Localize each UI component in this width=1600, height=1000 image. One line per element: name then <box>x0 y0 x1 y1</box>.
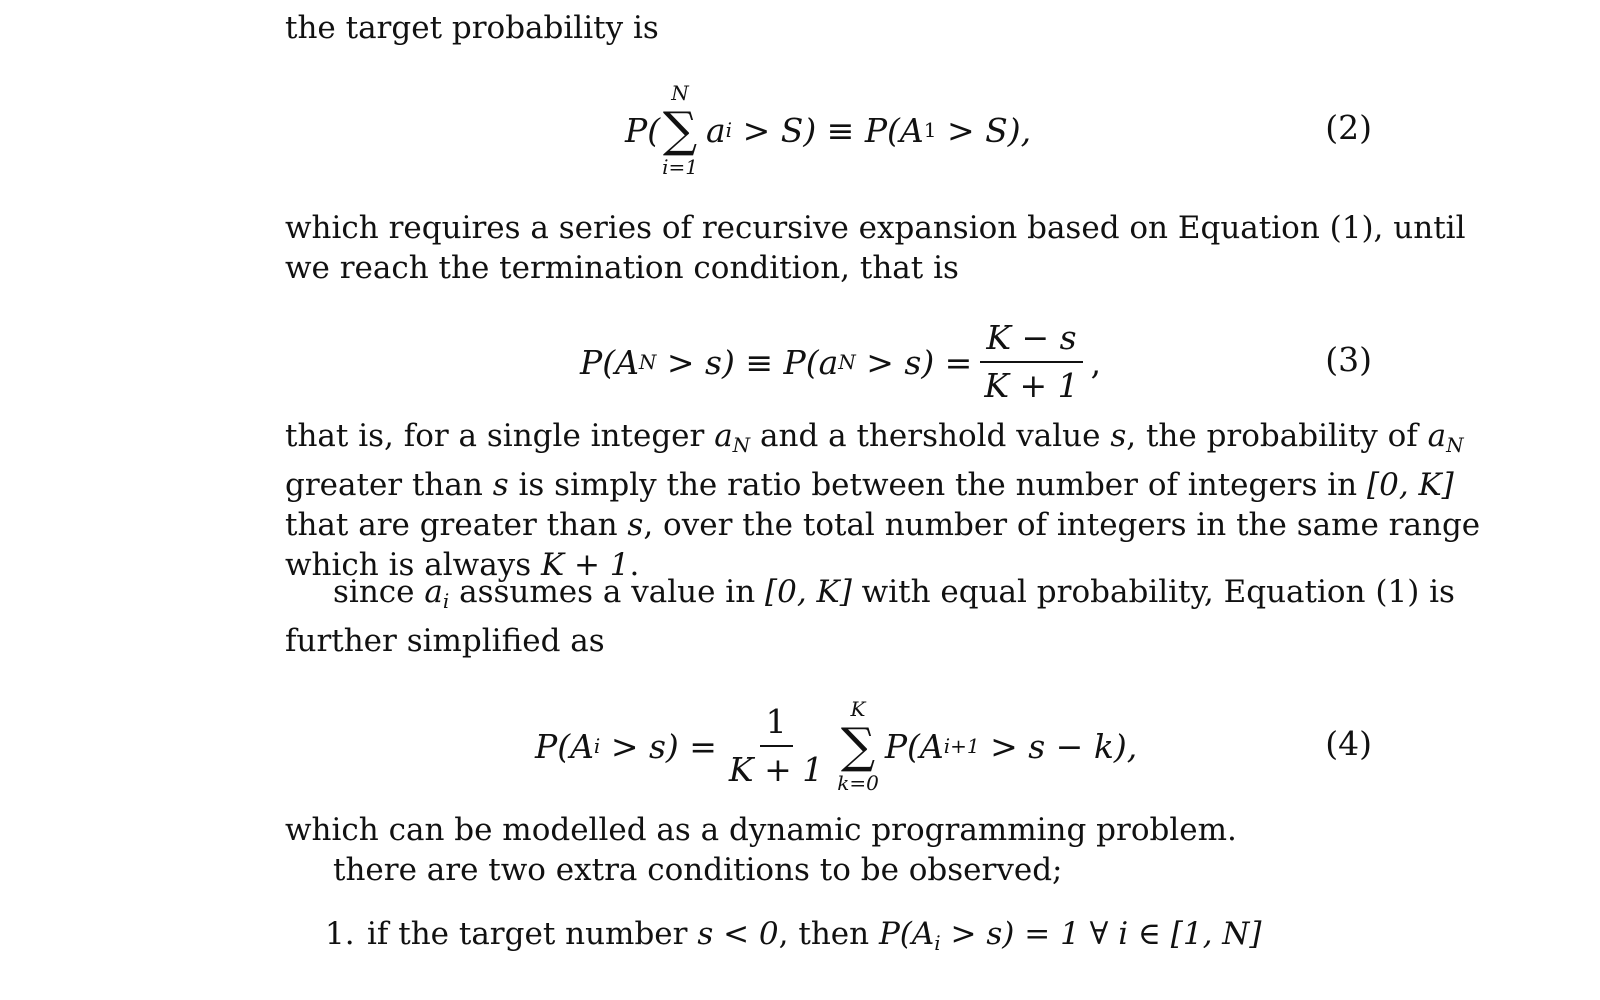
text-line: we reach the termination condition, that is <box>285 250 959 286</box>
eq3-lhs-a: P(A <box>580 342 639 382</box>
fraction-numerator: 1 <box>760 703 793 747</box>
eq3-lhs-c: > s) = <box>855 342 973 382</box>
eq2-p-open: P( <box>625 110 661 150</box>
eq4-rhs-a: P(A <box>884 726 944 766</box>
equation-3-body <box>580 302 1101 422</box>
paragraph-dynamic-programming <box>285 810 1372 890</box>
eq4-rhs-b: > s − k), <box>979 726 1138 766</box>
eq3-trailing-comma: , <box>1090 342 1102 382</box>
fraction-denominator: K + 1 <box>728 750 824 789</box>
eq3-lhs-subscript: N <box>638 350 657 374</box>
equation-4-body <box>535 686 1137 806</box>
eq2-term-subscript: i <box>725 118 733 142</box>
equation-4 <box>285 686 1372 806</box>
equation-3 <box>285 302 1372 422</box>
sum-operator <box>837 698 879 794</box>
eq4-lhs-a: P(A <box>535 726 594 766</box>
paragraph-intro <box>285 8 1372 48</box>
eq3-lhs-subscript-2: N <box>838 350 856 374</box>
eq3-fraction <box>978 319 1084 405</box>
fraction-numerator: K − s <box>980 319 1082 363</box>
text-line: which can be modelled as a dynamic programming problem. <box>285 812 1237 848</box>
sum-lower-limit: k=0 <box>837 771 879 795</box>
list-item-number: 1. <box>325 916 355 952</box>
eq2-rest-end: > S), <box>936 110 1032 150</box>
paragraph-simplification <box>285 572 1455 661</box>
eq4-lhs-b: > s) = <box>600 726 717 766</box>
text-line: that are greater than s, over the total number of integers in the same range <box>285 507 1481 543</box>
eq3-lhs-b: > s) ≡ P(a <box>656 342 839 382</box>
text-line: there are two extra conditions to be observed; <box>333 852 1063 888</box>
text-line: the target probability is <box>285 10 659 46</box>
equation-2 <box>285 70 1372 190</box>
paragraph-recursive-expansion <box>285 208 1466 288</box>
eq4-lhs-subscript: i <box>593 734 601 758</box>
sum-upper-limit: N <box>671 81 689 105</box>
sum-lower-limit: i=1 <box>662 155 698 179</box>
eq2-rest: > S) ≡ P(A <box>732 110 924 150</box>
equation-number: (4) <box>1325 724 1372 763</box>
text-line: which requires a series of recursive expansion based on Equation (1), until <box>285 210 1466 246</box>
sum-upper-limit: K <box>850 697 866 721</box>
list-item-text: if the target number s < 0, then $P(A_i > s) = 1$ ∀ i ∈ [1, N] <box>367 916 1262 955</box>
equation-2-body <box>625 70 1031 190</box>
eq4-fraction <box>723 703 829 789</box>
fraction-denominator: K + 1 <box>984 366 1079 405</box>
sum-symbol: ∑ <box>840 718 876 774</box>
equation-number: (3) <box>1325 340 1372 379</box>
list-item <box>325 914 1372 963</box>
equation-number: (2) <box>1325 108 1372 147</box>
eq4-rhs-subscript: i+1 <box>943 734 980 758</box>
sum-symbol: ∑ <box>662 102 698 158</box>
text-line: further simplified as <box>285 623 605 659</box>
text-line: which is always K + 1. <box>285 547 640 583</box>
eq2-term: a <box>705 110 726 150</box>
text-line: greater than s is simply the ratio between the number of integers in [0, K] <box>285 467 1454 503</box>
text-line: that is, for a single integer $a_N$ and a thershold value s, the probability of $a_N$ <box>285 418 1464 457</box>
eq2-rest-subscript: 1 <box>923 118 937 142</box>
sum-operator <box>662 82 698 178</box>
text-line: since $a_i$ assumes a value in [0, K] with equal probability, Equation (1) is <box>333 574 1455 613</box>
paragraph-probability-explanation <box>285 416 1481 585</box>
